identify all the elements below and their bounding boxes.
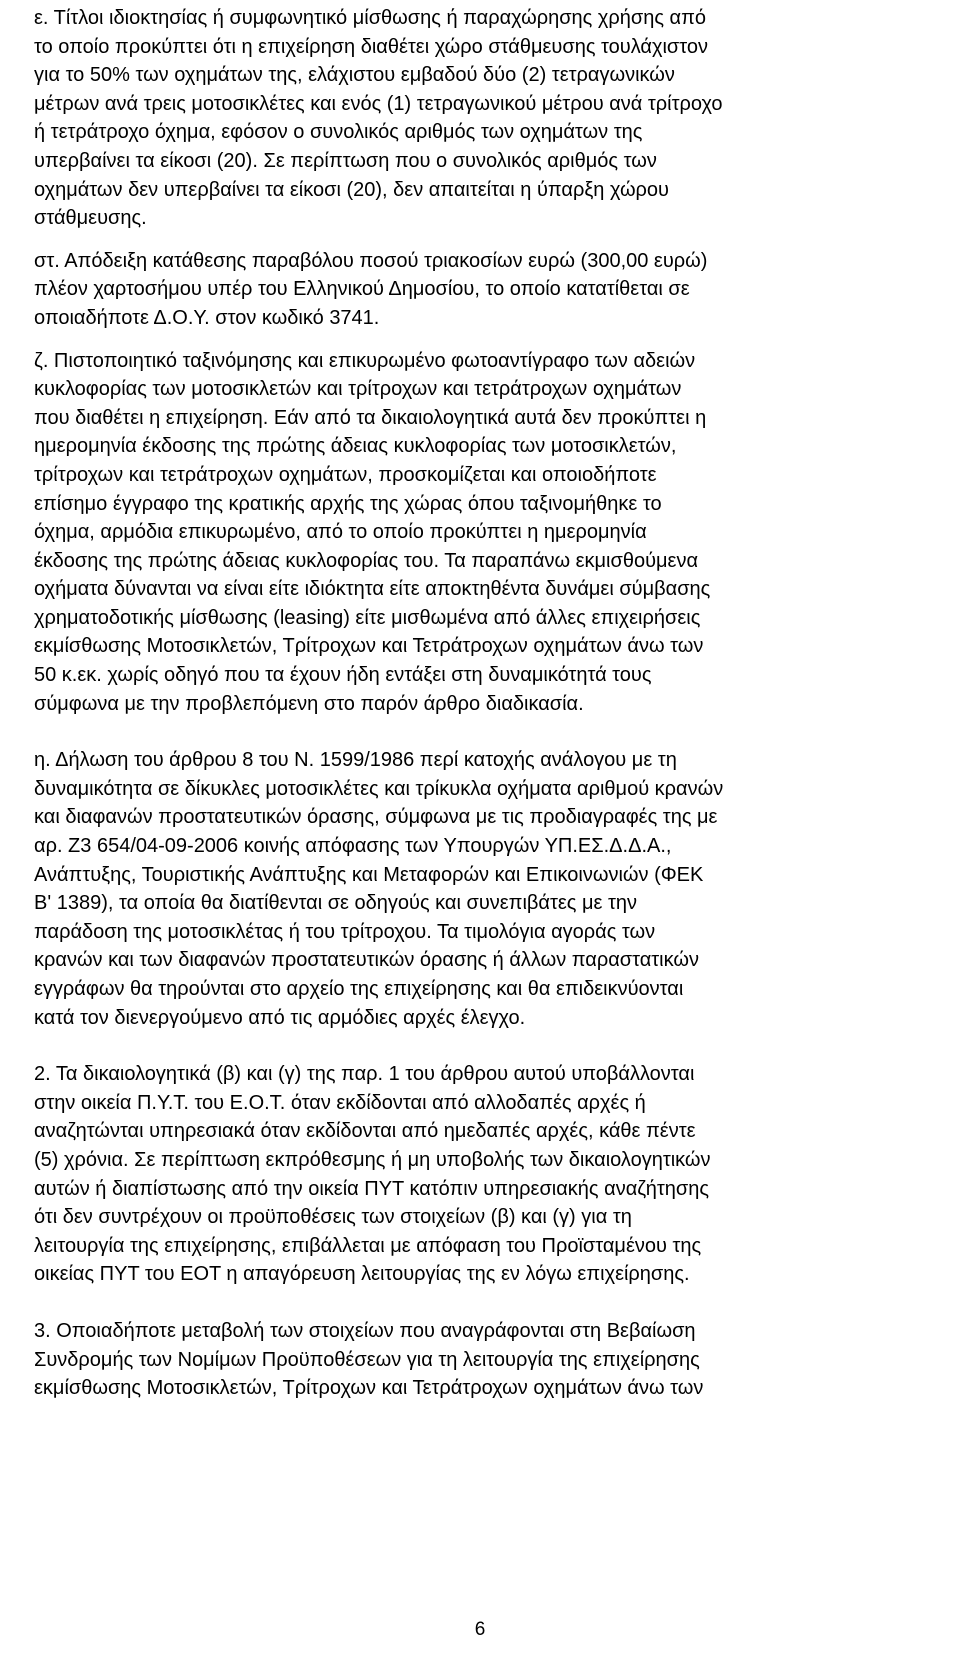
paragraph-3: 3. Οποιαδήποτε μεταβολή των στοιχείων που αναγράφονται στη Βεβαίωση Συνδρομής των Νομίμων Προϋποθέσεων για τη λειτουργία της επιχείρησης εκμίσθωσης Μοτοσικλετών, Τρίτροχων και Τετράτροχων οχημάτων άνω των [34, 1319, 704, 1400]
paragraph-epsilon: ε. Τίτλοι ιδιοκτησίας ή συμφωνητικό μίσθωσης ή παραχώρησης χρήσης από το οποίο προκύπτει ότι η επιχείρηση διαθέτει χώρο στάθμευσης τουλάχιστον για το 50% των οχημάτων της, ελάχιστου εμβαδού δύο (2) τετραγωνικών μέτρων ανά τρεις μοτοσικλέτες και ενός (1) τετραγωνικού μέτρου ανά τρίτροχο ή τετράτροχο όχημα, εφόσον ο συνολικός αριθμός των οχημάτων της υπερβαίνει τα είκοσι (20). Σε περίπτωση που ο συνολικός αριθμός των οχημάτων δεν υπερβαίνει τα είκοσι (20), δεν απαιτείται η ύπαρξη χώρου στάθμευσης. [34, 7, 723, 230]
paragraph-eta: η. Δήλωση του άρθρου 8 του Ν. 1599/1986 περί κατοχής ανάλογου με τη δυναμικότητα σε δίκυκλες μοτοσικλέτες και τρίκυκλα οχήματα αριθμού κρανών και διαφανών προστατευτικών όρασης, σύμφωνα με τις προδιαγραφές της με αρ. Ζ3 654/04-09-2006 κοινής απόφασης των Υπουργών ΥΠ.ΕΣ.Δ.Δ.Α., Ανάπτυξης, Τουριστικής Ανάπτυξης και Μεταφορών και Επικοινωνιών (ΦΕΚ Β' 1389), τα οποία θα διατίθενται σε οδηγούς και συνεπιβάτες με την παράδοση της μοτοσικλέτας ή του τρίτροχου. Τα τιμολόγια αγοράς των κρανών και των διαφανών προστατευτικών όρασης ή άλλων παραστατικών εγγράφων θα τηρούνται στο αρχείο της επιχείρησης και θα επιδεικνύονται κατά τον διενεργούμενο από τις αρμόδιες αρχές έλεγχο. [34, 749, 724, 1029]
paragraph-zeta: ζ. Πιστοποιητικό ταξινόμησης και επικυρωμένο φωτοαντίγραφο των αδειών κυκλοφορίας των μοτοσικλετών και τρίτροχων και τετράτροχων οχημάτων που διαθέτει η επιχείρηση. Εάν από τα δικαιολογητικά αυτά δεν προκύπτει η ημερομηνία έκδοσης της πρώτης άδειας κυκλοφορίας των μοτοσικλετών, τρίτροχων και τετράτροχων οχημάτων, προσκομίζεται και οποιοδήποτε επίσημο έγγραφο της κρατικής αρχής της χώρας όπου ταξινομήθηκε το όχημα, αρμόδια επικυρωμένο, από το οποίο προκύπτει η ημερομηνία έκδοσης της πρώτης άδειας κυκλοφορίας του. Τα παραπάνω εκμισθούμενα οχήματα δύνανται να είναι είτε ιδιόκτητα είτε αποκτηθέντα δυνάμει σύμβασης χρηματοδοτικής μίσθωσης (leasing) είτε μισθωμένα από άλλες επιχειρήσεις εκμίσθωσης Μοτοσικλετών, Τρίτροχων και Τετράτροχων οχημάτων άνω των 50 κ.εκ. χωρίς οδηγό που τα έχουν ήδη εντάξει στη δυναμικότητά τους σύμφωνα με την προβλεπόμενη στο παρόν άρθρο διαδικασία. [34, 349, 711, 715]
paragraph-2: 2. Τα δικαιολογητικά (β) και (γ) της παρ. 1 του άρθρου αυτού υποβάλλονται στην οικεία Π.Υ.Τ. του Ε.Ο.Τ. όταν εκδίδονται από αλλοδαπές αρχές ή αναζητώνται υπηρεσιακά όταν εκδίδονται από ημεδαπές αρχές, κάθε πέντε (5) χρόνια. Σε περίπτωση εκπρόθεσμης ή μη υποβολής των δικαιολογητικών αυτών ή διαπίστωσης από την οικεία ΠΥΤ κατόπιν υπηρεσιακής αναζήτησης ότι δεν συντρέχουν οι προϋποθέσεις των στοιχείων (β) και (γ) για τη λειτουργία της επιχείρησης, επιβάλλεται με απόφαση του Προϊσταμένου της οικείας ΠΥΤ του ΕΟΤ η απαγόρευση λειτουργίας της εν λόγω επιχείρησης. [34, 1063, 711, 1286]
paragraph-st: στ. Απόδειξη κατάθεσης παραβόλου ποσού τριακοσίων ευρώ (300,00 ευρώ) πλέον χαρτοσήμου υπέρ του Ελληνικού Δημοσίου, το οποίο κατατίθεται σε οποιαδήποτε Δ.Ο.Υ. στον κωδικό 3741. [34, 249, 708, 329]
document-body [34, 4, 934, 1403]
page-number: 6 [474, 1619, 486, 1640]
